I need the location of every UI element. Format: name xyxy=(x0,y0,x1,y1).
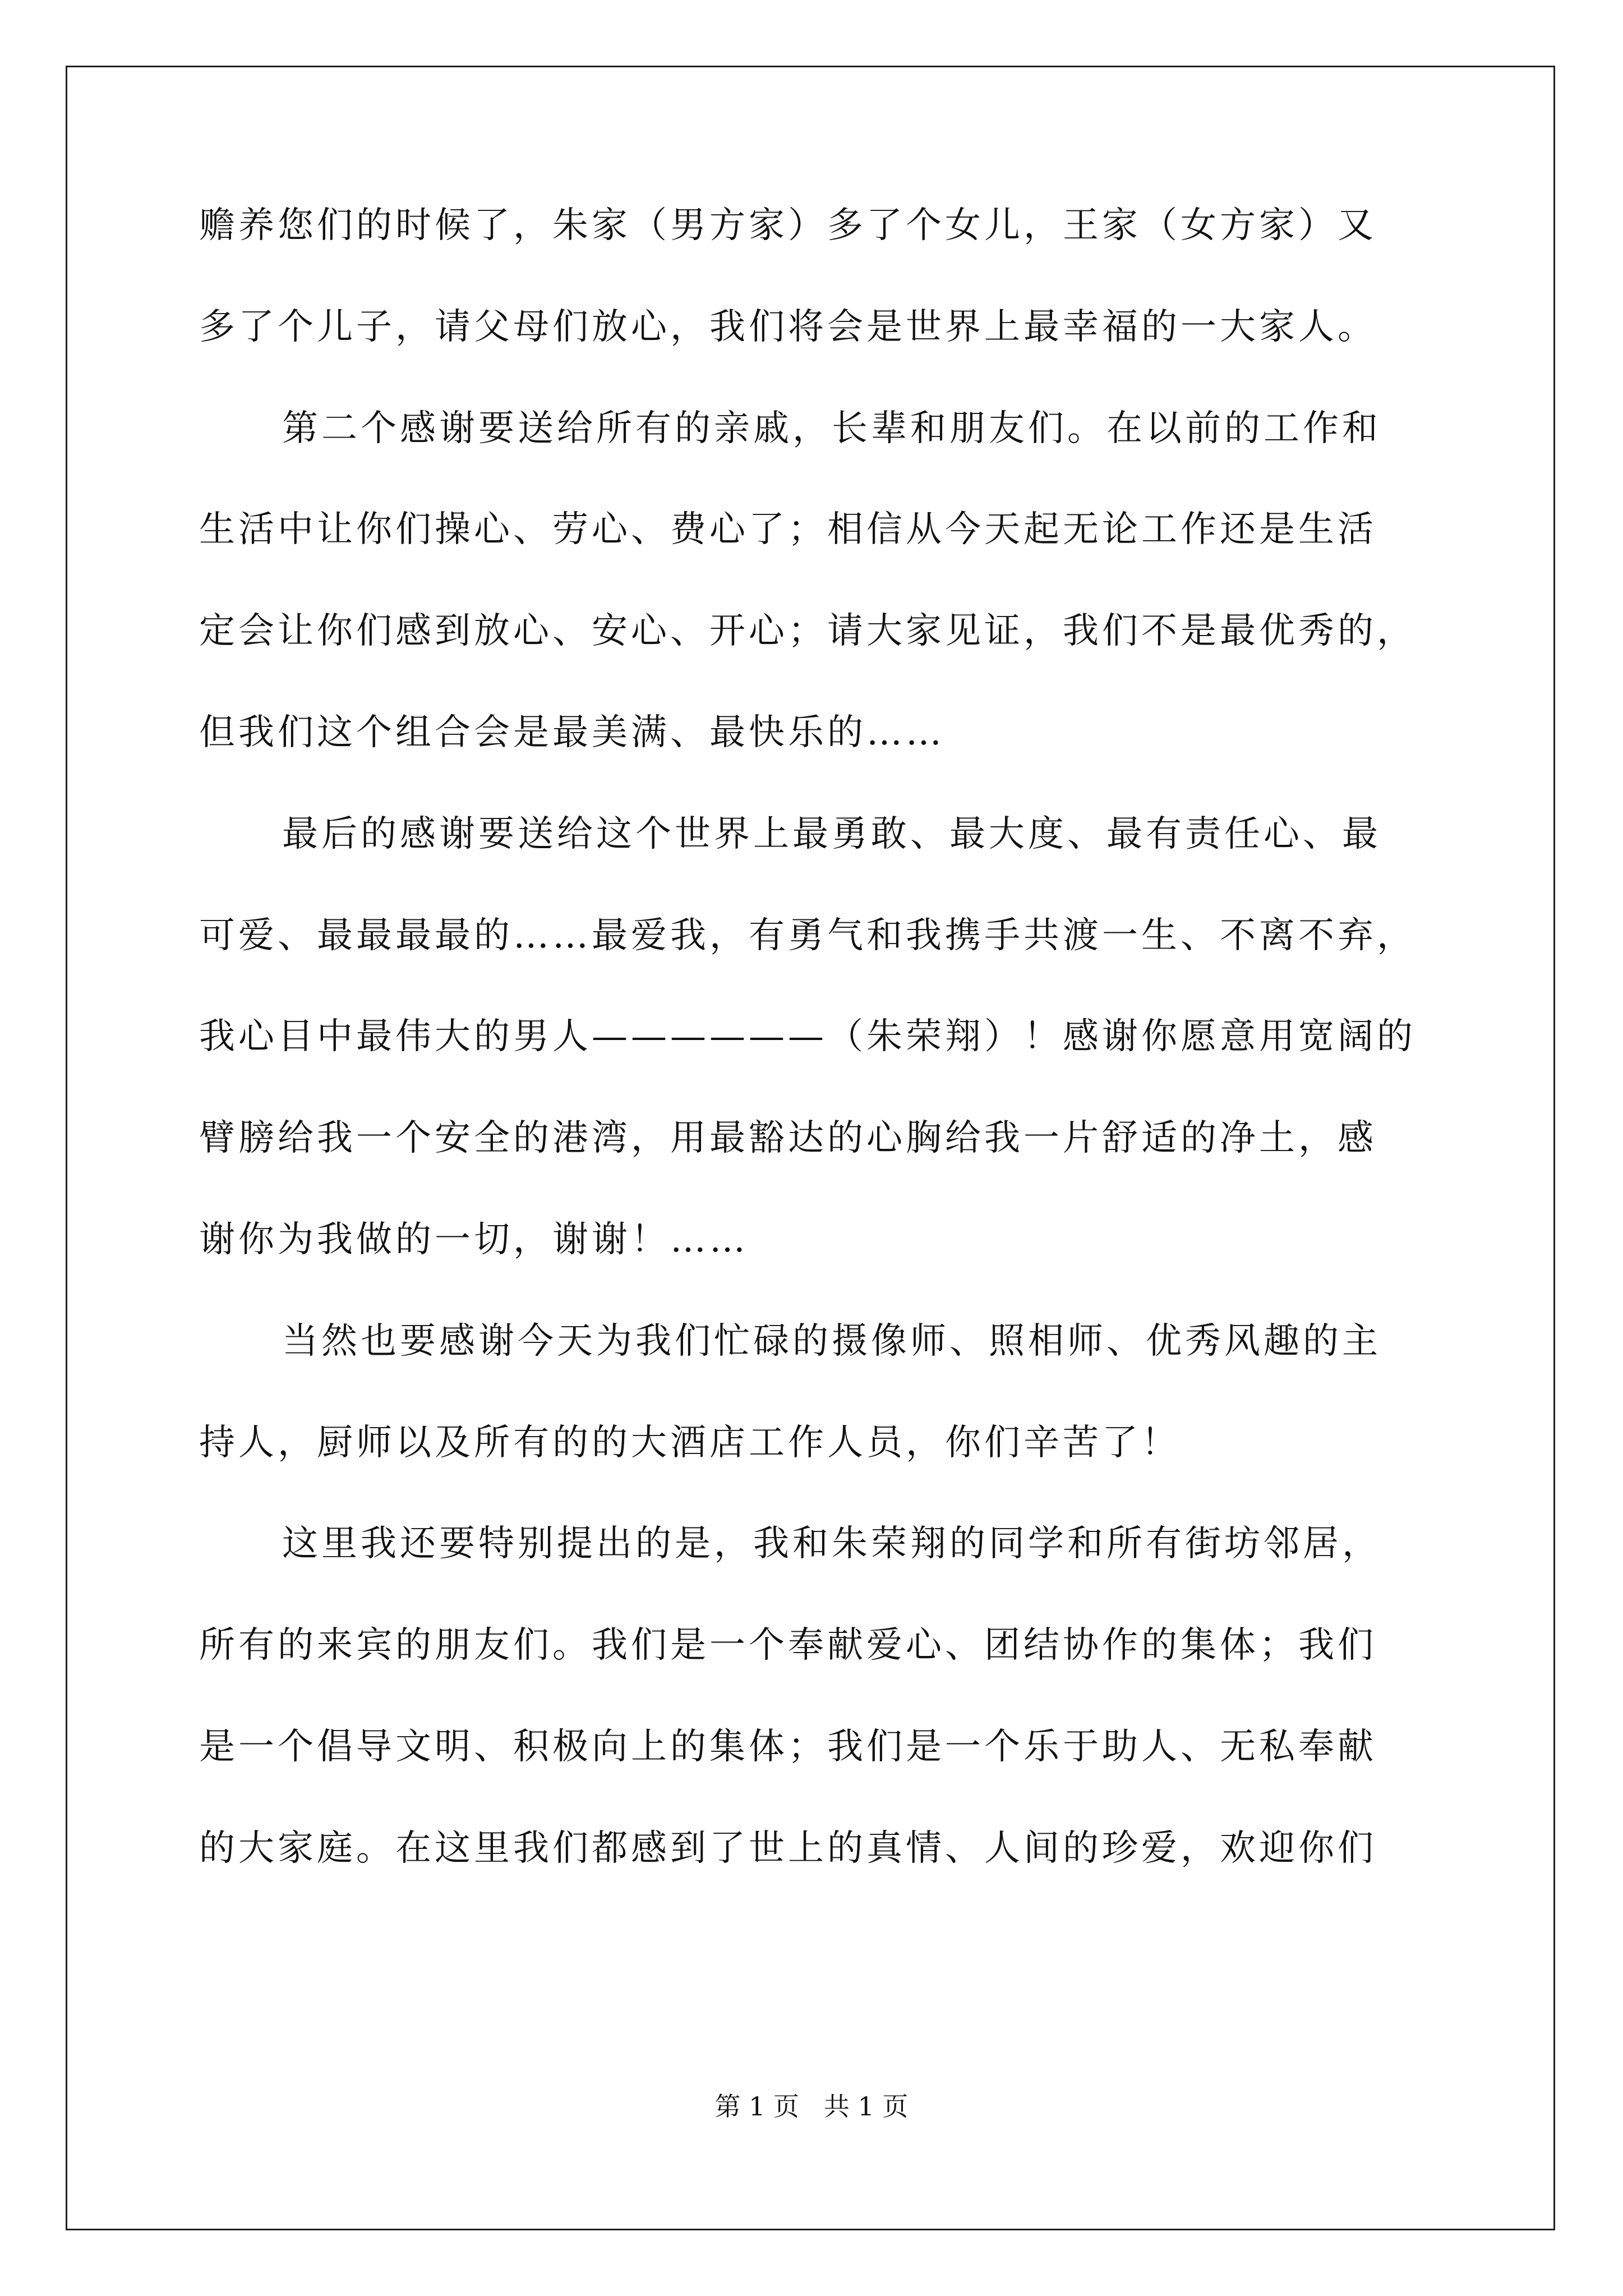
paragraph-start-line: 这里我还要特别提出的是，我和朱荣翔的同学和所有街坊邻居， xyxy=(282,1523,1381,1565)
text-line: 的大家庭。在这里我们都感到了世上的真情、人间的珍爱，欢迎你们 xyxy=(199,1827,1377,1869)
text-line: 赡养您们的时候了，朱家（男方家）多了个女儿，王家（女方家）又 xyxy=(199,205,1377,246)
text-line: 多了个儿子，请父母们放心，我们将会是世界上最幸福的一大家人。 xyxy=(199,306,1377,348)
text-line: 我心目中最伟大的男人——————（朱荣翔）！感谢你愿意用宽阔的 xyxy=(199,1016,1416,1058)
text-line: 臂膀给我一个安全的港湾，用最豁达的心胸给我一片舒适的净土，感 xyxy=(199,1117,1377,1159)
page-footer: 第 1 页 共 1 页 xyxy=(714,2091,909,2122)
text-line: 谢你为我做的一切，谢谢！…… xyxy=(199,1218,749,1260)
text-line: 持人，厨师以及所有的的大酒店工作人员，你们辛苦了！ xyxy=(199,1421,1181,1464)
paragraph-start-line: 第二个感谢要送给所有的亲戚，长辈和朋友们。在以前的工作和 xyxy=(282,407,1381,449)
text-line: 生活中让你们操心、劳心、费心了；相信从今天起无论工作还是生活 xyxy=(199,509,1377,551)
text-line: 可爱、最最最最的……最爱我，有勇气和我携手共渡一生、不离不弃， xyxy=(199,914,1416,956)
text-line: 所有的来宾的朋友们。我们是一个奉献爱心、团结协作的集体；我们 xyxy=(199,1625,1377,1667)
text-line: 是一个倡导文明、积极向上的集体；我们是一个乐于助人、无私奉献 xyxy=(199,1726,1377,1768)
paragraph-start-line: 最后的感谢要送给这个世界上最勇敢、最大度、最有责任心、最 xyxy=(282,813,1381,855)
paragraph-start-line: 当然也要感谢今天为我们忙碌的摄像师、照相师、优秀风趣的主 xyxy=(282,1320,1381,1362)
text-line: 定会让你们感到放心、安心、开心；请大家见证，我们不是最优秀的， xyxy=(199,610,1416,652)
document-body xyxy=(199,205,1433,1932)
text-line: 但我们这个组合会是最美满、最快乐的…… xyxy=(199,711,945,753)
